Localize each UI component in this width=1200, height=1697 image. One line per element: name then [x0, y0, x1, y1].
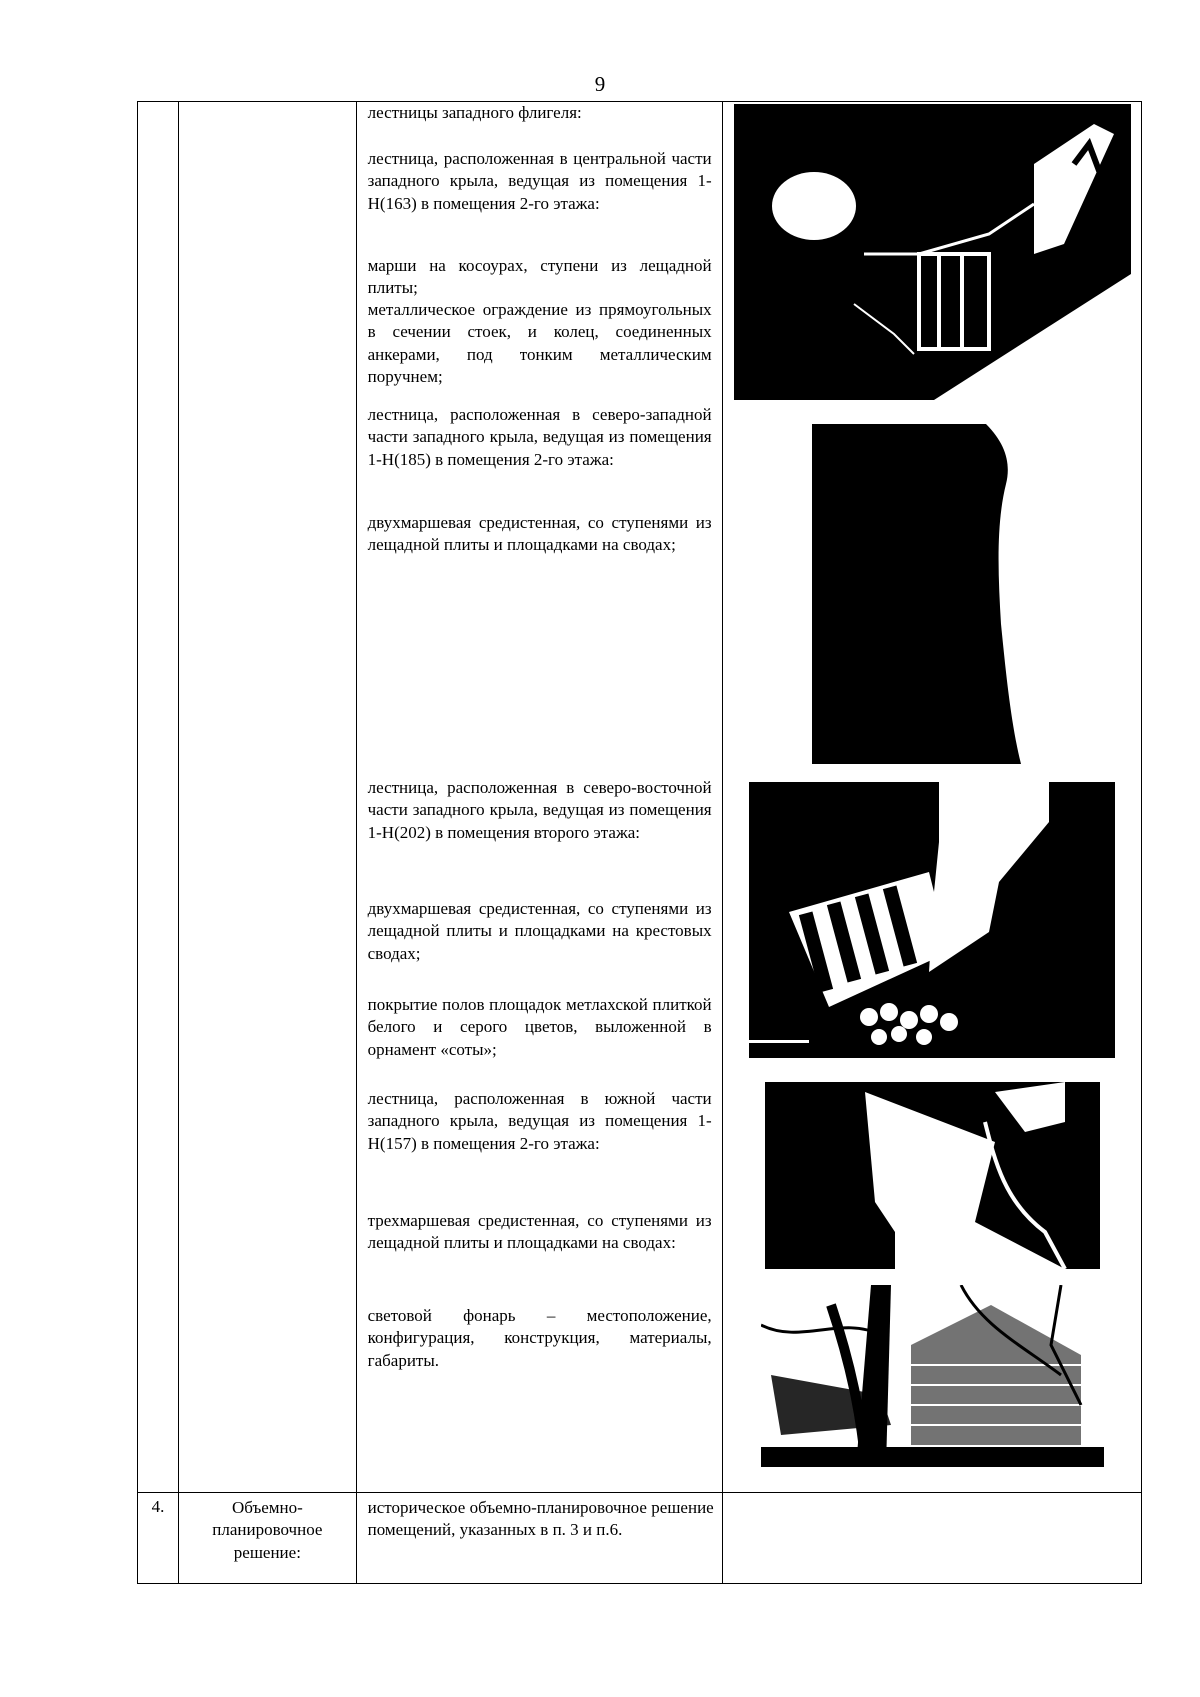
paragraph: трехмаршевая средистенная, со ступенями из лещадной плиты и площадками на сводах:	[367, 1211, 712, 1253]
stair-south-wing-photo	[765, 1082, 1100, 1269]
paragraph: двухмаршевая средистенная, со ступенями из лещадной плиты и площадками на сводах;	[367, 513, 712, 555]
name-cell	[179, 102, 357, 1493]
paragraph: лестница, расположенная в южной части западного крыла, ведущая из помещения 1-Н(157) в помещения 2-го этажа:	[367, 1089, 712, 1153]
paragraph: лестницы западного флигеля:	[367, 103, 582, 122]
photo-cell	[722, 102, 1141, 1493]
row-number: 4.	[138, 1493, 179, 1584]
description-cell	[356, 1493, 722, 1584]
stair-northeast-wing-photo	[749, 782, 1115, 1058]
paragraph: лестница, расположенная в северо-восточной части западного крыла, ведущая из помещения 1-Н(202) в помещения второго этажа:	[367, 778, 712, 842]
paragraph: историческое объемно-планировочное решение помещений, указанных в п. 3 и п.6.	[367, 1498, 714, 1540]
table-row	[138, 102, 1142, 1493]
paragraph: марши на косоурах, ступени из лещадной плиты;	[367, 256, 712, 298]
protected-items-table	[137, 101, 1142, 1584]
row-name: Объемно-планировочное решение:	[179, 1493, 357, 1584]
paragraph: двухмаршевая средистенная, со ступенями из лещадной плиты и площадками на крестовых сводах;	[367, 899, 712, 963]
page-number: 9	[594, 72, 606, 96]
paragraph: лестница, расположенная в центральной части западного крыла, ведущая из помещения 1-Н(163) в помещения 2-го этажа:	[367, 149, 712, 213]
photo-cell	[722, 1493, 1141, 1584]
table-row	[138, 1493, 1142, 1584]
paragraph: световой фонарь – местоположение, конфигурация, конструкция, материалы, габариты.	[367, 1306, 712, 1370]
paragraph: металлическое ограждение из прямоугольных в сечении стоек, и колец, соединенных анкерами, под тонким металлическим поручнем;	[367, 300, 712, 386]
stair-northwest-wing-photo	[806, 424, 1049, 764]
number-cell	[138, 102, 179, 1493]
description-cell	[356, 102, 722, 1493]
skylight-photo	[761, 1285, 1104, 1467]
paragraph: покрытие полов площадок метлахской плиткой белого и серого цветов, выложенной в орнамент «соты»;	[367, 995, 712, 1059]
stair-central-west-wing-photo	[734, 104, 1131, 400]
paragraph: лестница, расположенная в северо-западной части западного крыла, ведущая из помещения 1-Н(185) в помещения 2-го этажа:	[367, 405, 712, 469]
